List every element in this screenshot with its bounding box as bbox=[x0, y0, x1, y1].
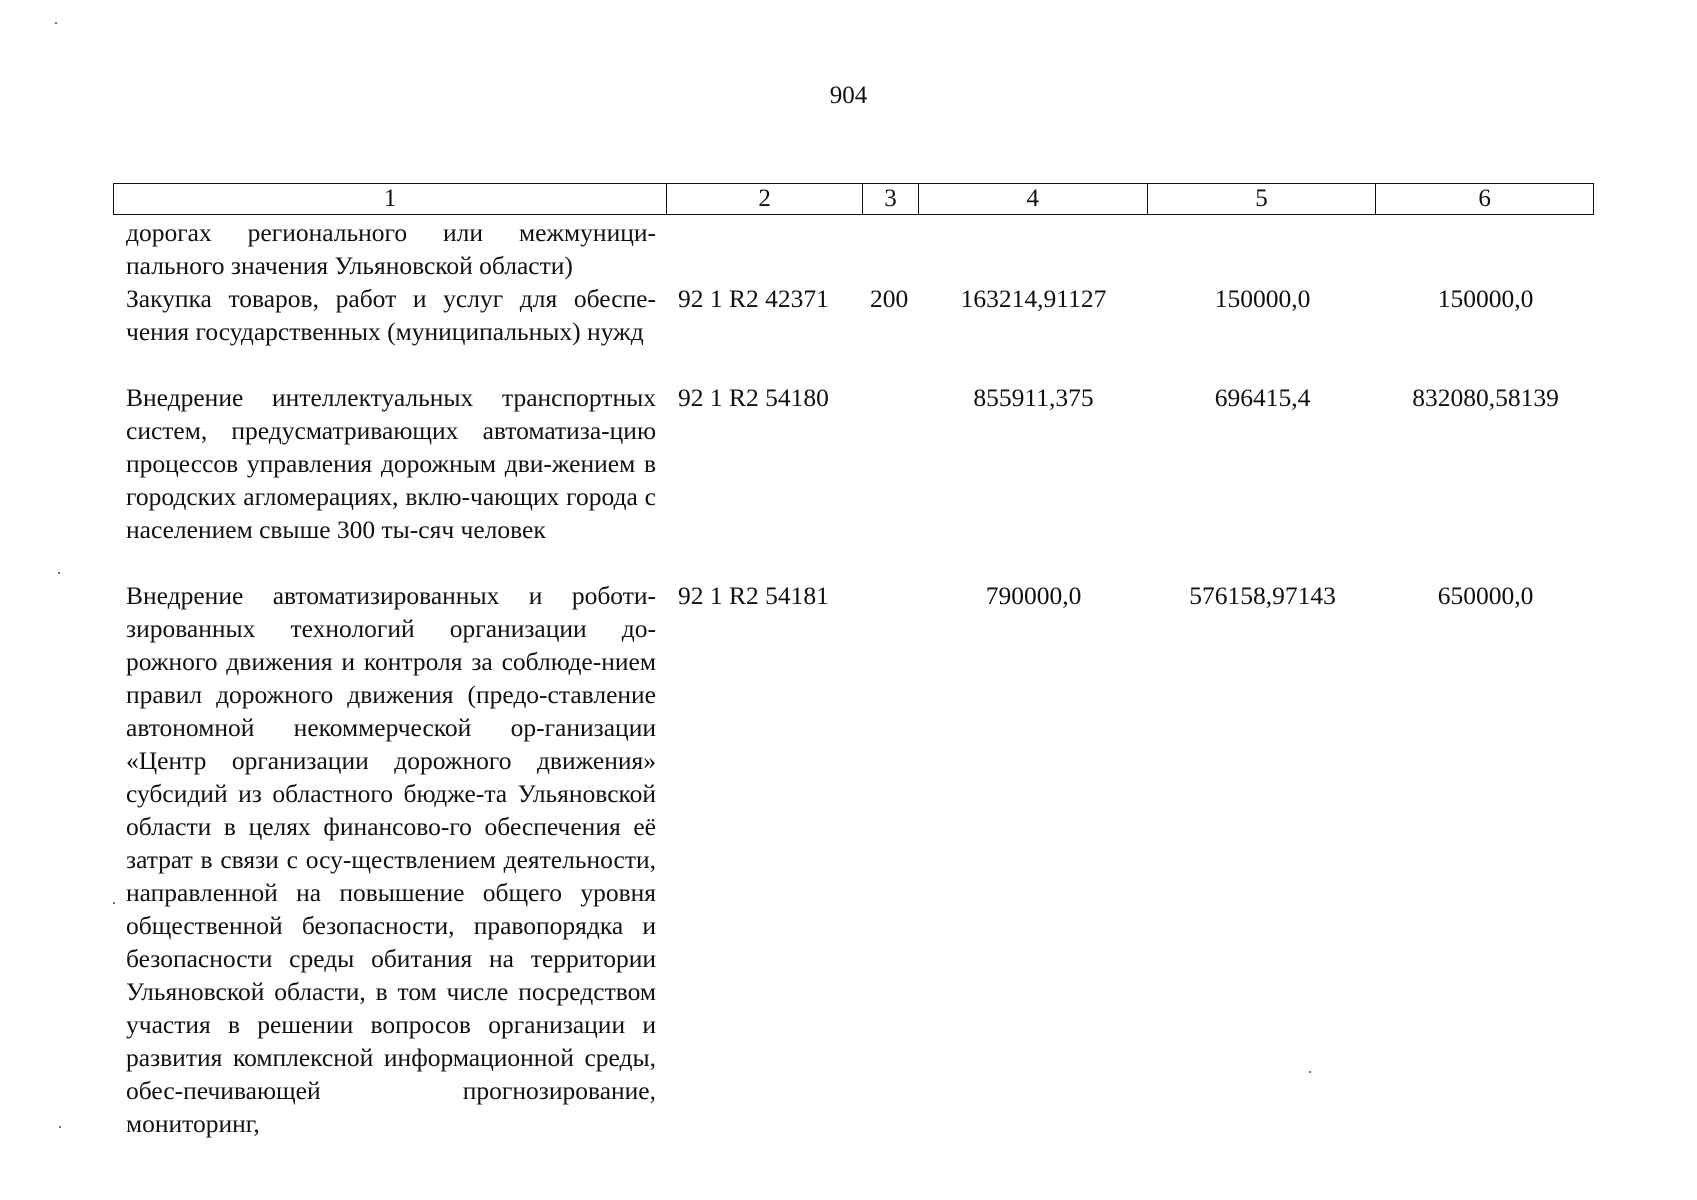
table-row bbox=[113, 282, 1594, 381]
column-header-1: 1 bbox=[114, 184, 667, 214]
row-description: дорогах регионального или межмуници-пального значения Ульяновской области) bbox=[126, 218, 656, 280]
table-row bbox=[113, 579, 1594, 1138]
row-value-col4: 790000,0 bbox=[985, 581, 1082, 610]
page-number: 904 bbox=[829, 82, 868, 109]
table-row bbox=[113, 216, 1594, 282]
column-header-2: 2 bbox=[667, 184, 863, 214]
row-value-col6: 832080,58139 bbox=[1412, 383, 1559, 412]
scan-speck bbox=[58, 572, 60, 574]
row-description: Внедрение интеллектуальных транспортных систем, предусматривающих автоматиза-цию процессов управления дорожным дви-жением в городских агломерациях, вклю-чающих города с населением свыше 300 ты-сяч человек bbox=[126, 383, 656, 544]
column-header-5: 5 bbox=[1148, 184, 1377, 214]
row-value-col6: 650000,0 bbox=[1437, 581, 1534, 610]
row-description: Внедрение автоматизированных и роботи-зированных технологий организации до-рожного движения и контроля за соблюде-нием правил дорожного движения (предо-ставление автономной некоммерческой ор-ганизации «Центр организации дорожного движения» субсидий из областного бюдже-та Ульяновской области в целях финансово-го обеспечения её затрат в связи с осу-ществлением деятельности, направленной на повышение общего уровня общественной безопасности, правопорядка и безопасности среды обитания на территории Ульяновской области, в том числе посредством участия в решении вопросов организации и развития комплексной информационной среды, обес-печивающей прогнозирование, мониторинг, bbox=[126, 581, 656, 1138]
row-value-col6: 150000,0 bbox=[1437, 284, 1534, 313]
column-header-4: 4 bbox=[919, 184, 1148, 214]
row-code: 92 1 R2 54180 bbox=[678, 383, 829, 412]
table-row bbox=[113, 381, 1594, 579]
row-value-col5: 150000,0 bbox=[1214, 284, 1311, 313]
scan-speck bbox=[55, 22, 57, 24]
column-header-3: 3 bbox=[863, 184, 919, 214]
row-value-col5: 696415,4 bbox=[1214, 383, 1311, 412]
row-value-col4: 163214,91127 bbox=[960, 284, 1107, 313]
column-header-6: 6 bbox=[1478, 185, 1491, 212]
row-value-col5: 576158,97143 bbox=[1189, 581, 1336, 610]
row-value-col4: 855911,375 bbox=[973, 383, 1094, 412]
row-expense-type: 200 bbox=[870, 284, 909, 313]
row-description: Закупка товаров, работ и услуг для обеспе-чения государственных (муниципальных) нужд bbox=[126, 284, 656, 346]
row-code: 92 1 R2 42371 bbox=[678, 284, 829, 313]
table-header bbox=[113, 183, 1594, 215]
scan-speck bbox=[113, 902, 115, 904]
scan-speck bbox=[59, 1126, 61, 1128]
row-code: 92 1 R2 54181 bbox=[678, 581, 829, 610]
scan-speck bbox=[1309, 1071, 1311, 1073]
